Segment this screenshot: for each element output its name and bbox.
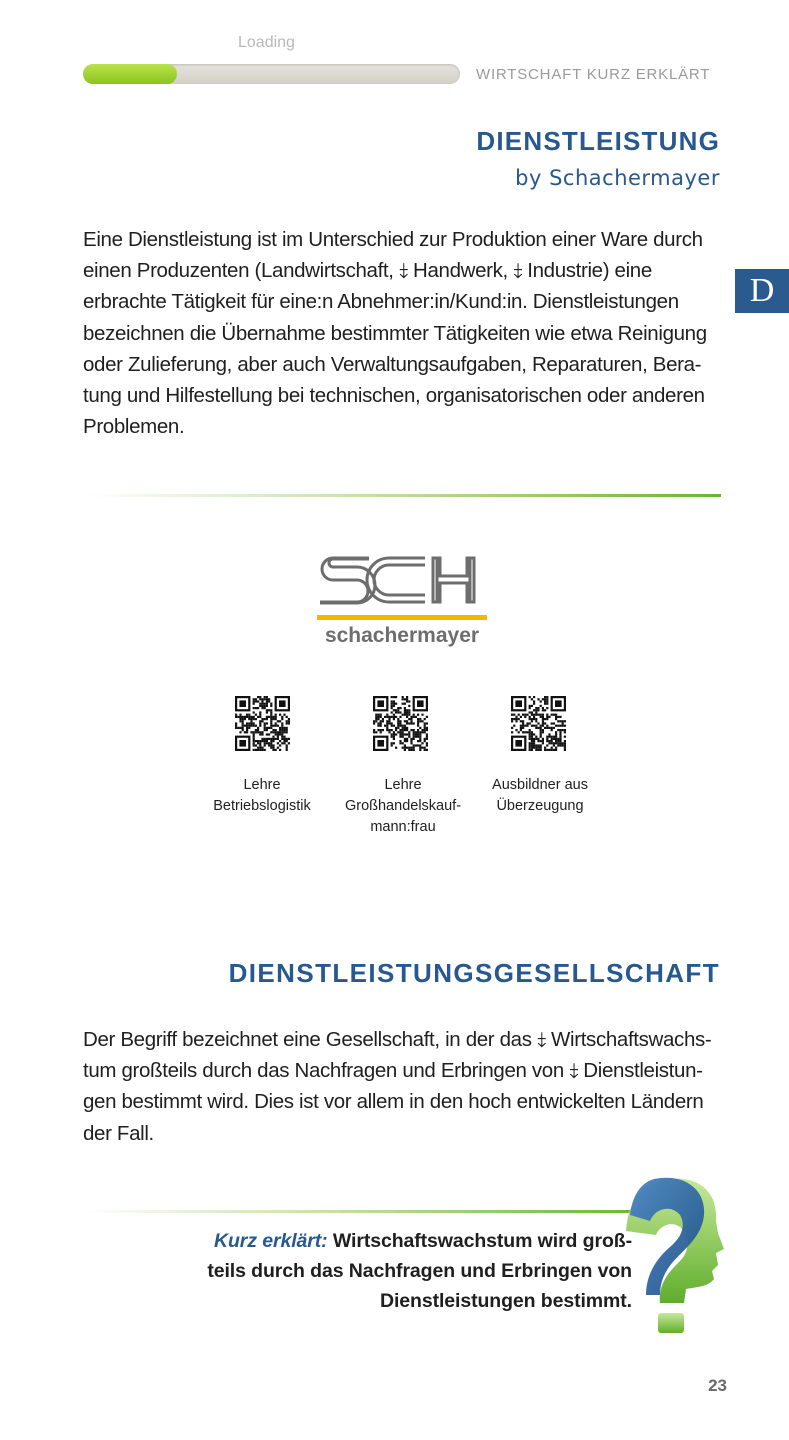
body-line: Eine Dienstleistung ist im Unterschied zur Produktion einer Ware durch [83, 228, 703, 251]
qr-caption-ausbildner [470, 775, 610, 817]
qr-caption-grosshandel [333, 775, 473, 838]
body-line: tum großteils durch das Nachfragen und Erbringen von ⤈ Dienstleistun- [83, 1059, 703, 1083]
page-number: 23 [708, 1376, 727, 1395]
entry-byline: by Schachermayer [515, 166, 720, 190]
entry-body-dienstleistung [83, 224, 721, 442]
body-line: Problemen. [83, 415, 185, 439]
kurz-line: Dienstleistungen bestimmt. [379, 1290, 632, 1312]
caption-line: Ausbildner aus [492, 777, 588, 793]
caption-line: Lehre [243, 777, 281, 793]
section-header: WIRTSCHAFT KURZ ERKLÄRT [476, 66, 711, 83]
qr-caption-betriebslogistik [192, 775, 332, 817]
body-line: erbrachte Tätigkeit für eine:n Abnehmer:in/Kund:in. Dienstleistungen [83, 290, 679, 314]
qr-code-icon[interactable] [511, 696, 566, 751]
kurz-line [207, 1226, 632, 1256]
caption-line: mann:frau [370, 819, 436, 835]
body-line: der Fall. [83, 1121, 154, 1145]
logo-wordmark: schachermayer [324, 624, 480, 647]
body-line: bezeichnen die Übernahme bestimmter Tätigkeiten wie etwa Reinigung [83, 321, 707, 345]
alphabet-tab-d[interactable]: D [735, 269, 789, 313]
kurz-divider [83, 1210, 643, 1213]
caption-line: Betriebslogistik [213, 798, 311, 814]
kurz-text: Wirtschaftswachstum wird groß- [332, 1230, 632, 1252]
caption-line: Großhandelskauf- [344, 798, 462, 814]
entry-body-dienstleistungsgesellschaft [83, 1024, 721, 1149]
loading-label: Loading [238, 34, 295, 51]
kurz-label: Kurz erklärt: [213, 1230, 328, 1252]
section-divider [83, 494, 721, 497]
body-line: tung und Hilfestellung bei technischen, organisatorischen oder anderen [83, 384, 705, 408]
entry-title-dienstleistung: DIENSTLEISTUNG [476, 126, 720, 156]
entry-title-dienstleistungsgesellschaft: DIENSTLEISTUNGSGESELLSCHAFT [228, 958, 720, 988]
loading-progress-bar [83, 64, 460, 84]
kurz-erklaert-box [207, 1226, 632, 1316]
loading-progress-fill [83, 64, 177, 84]
body-line: einen Produzenten (Landwirtschaft, ⤈ Handwerk, ⤈ Industrie) eine [83, 259, 652, 283]
caption-line: Lehre [384, 777, 422, 793]
kurz-line: teils durch das Nachfragen und Erbringen von [207, 1260, 632, 1282]
schachermayer-logo [317, 552, 487, 648]
body-line: gen bestimmt wird. Dies ist vor allem in den hoch entwickelten Ländern [83, 1090, 704, 1114]
question-head-icon [620, 1175, 724, 1340]
body-line: oder Zulieferung, aber auch Verwaltungsaufgaben, Reparaturen, Bera- [83, 352, 702, 376]
body-line: Der Begriff bezeichnet eine Gesellschaft, in der das ⤈ Wirtschaftswachs- [83, 1028, 712, 1051]
qr-code-icon[interactable] [235, 696, 290, 751]
qr-code-icon[interactable] [373, 696, 428, 751]
caption-line: Überzeugung [496, 798, 584, 814]
